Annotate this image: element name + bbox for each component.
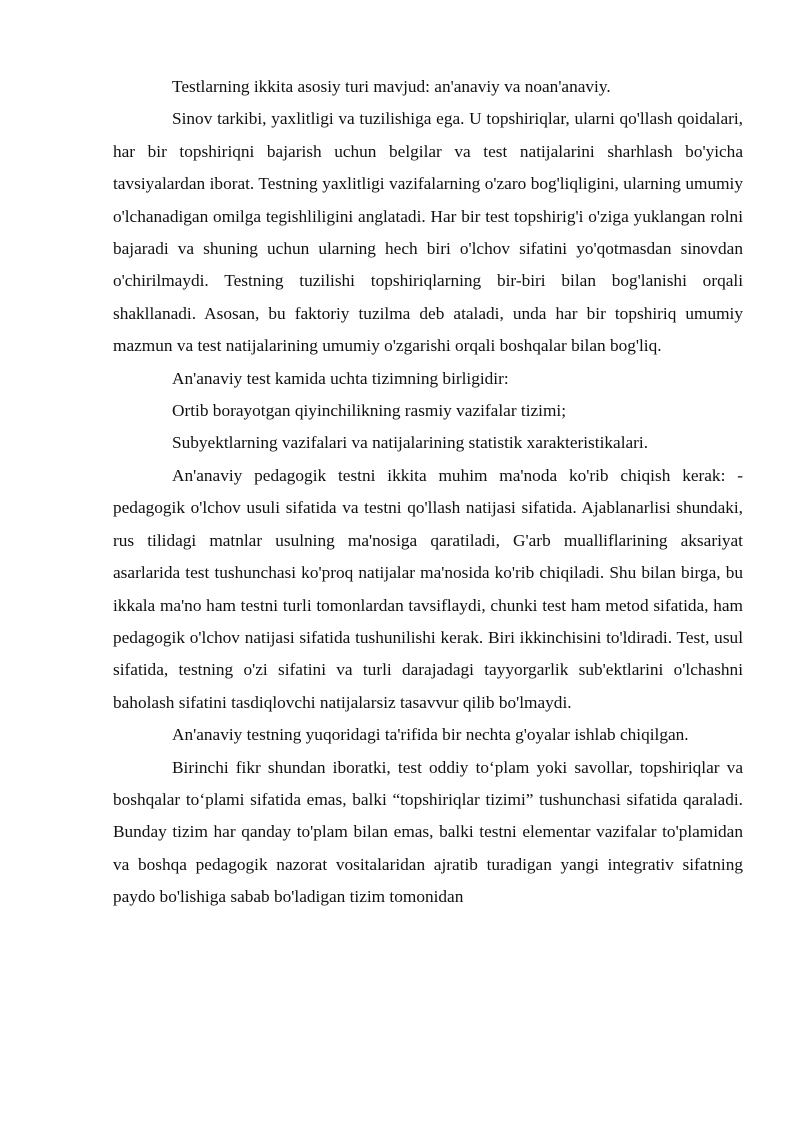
- paragraph-two-meanings: An'anaviy pedagogik testni ikkita muhim ma'noda ko'rib chiqish kerak: - pedagogik o'lchov usuli sifatida va testni qo'llash natijasi sifatida. Ajablanarlisi shundaki, rus tilidagi matnlar usulning ma'nosiga qaratiladi, G'arb mualliflarining aksariyat asarlarida test tushunchasi ko'proq natijalar ma'nosida ko'rib chiqiladi. Shu bilan birga, bu ikkala ma'no ham testni turli tomonlardan tavsiflaydi, chunki test ham metod sifatida, ham pedagogik o'lchov natijasi sifatida tushunilishi kerak. Biri ikkinchisini to'ldiradi. Test, usul sifatida, testning o'zi sifatini va turli darajadagi tayyorgarlik sub'ektlarini o'lchashni baholash sifatini tasdiqlovchi natijalarsiz tasavvur qilib bo'lmaydi.: [113, 465, 743, 712]
- paragraph-task-system: Ortib borayotgan qiyinchilikning rasmiy vazifalar tizimi;: [172, 401, 567, 421]
- paragraph-statistics: Subyektlarning vazifalari va natijalarining statistik xarakteristikalari.: [172, 433, 649, 453]
- paragraph-test-types: Testlarning ikkita asosiy turi mavjud: an'anaviy va noan'anaviy.: [172, 77, 611, 96]
- paragraph-test-structure: Sinov tarkibi, yaxlitligi va tuzilishiga ega. U topshiriqlar, ularni qo'llash qoidalari, har bir topshiriqni bajarish uchun belgilar va test natijalarini sharhlash bo'yicha tavsiyalardan iborat. Testning yaxlitligi vazifalarning o'zaro bog'liqligini, ularning umumiy o'lchanadigan omilga tegishliligini anglatadi. Har bir test topshirig'i o'ziga yuklangan rolni bajaradi va shuning uchun ularning hech biri o'lchov sifatini yo'qotmasdan sinovdan o'chirilmaydi. Testning tuzilishi topshiriqlarning bir-biri bilan bog'lanishi orqali shakllanadi. Asosan, bu faktoriy tuzilma deb ataladi, unda har bir topshiriq umumiy mazmun va test natijalarining umumiy o'zgarishi orqali boshqalar bilan bog'liq.: [113, 109, 743, 356]
- paragraph-first-idea: Birinchi fikr shundan iboratki, test oddiy to‘plam yoki savollar, topshiriqlar va boshqalar to‘plami sifatida emas, balki “topshiriqlar tizimi” tushunchasi sifatida qaraladi. Bunday tizim har qanday to'plam bilan emas, balki testni elementar vazifalar to'plamidan va boshqa pedagogik nazorat vositalaridan ajratib turadigan yangi integrativ sifatning paydo bo'lishiga sabab bo'ladigan tizim tomonidan: [113, 757, 743, 907]
- paragraph-definition-ideas: An'anaviy testning yuqoridagi ta'rifida bir nechta g'oyalar ishlab chiqilgan.: [172, 725, 689, 745]
- paragraph-three-systems: An'anaviy test kamida uchta tizimning birligidir:: [172, 368, 509, 388]
